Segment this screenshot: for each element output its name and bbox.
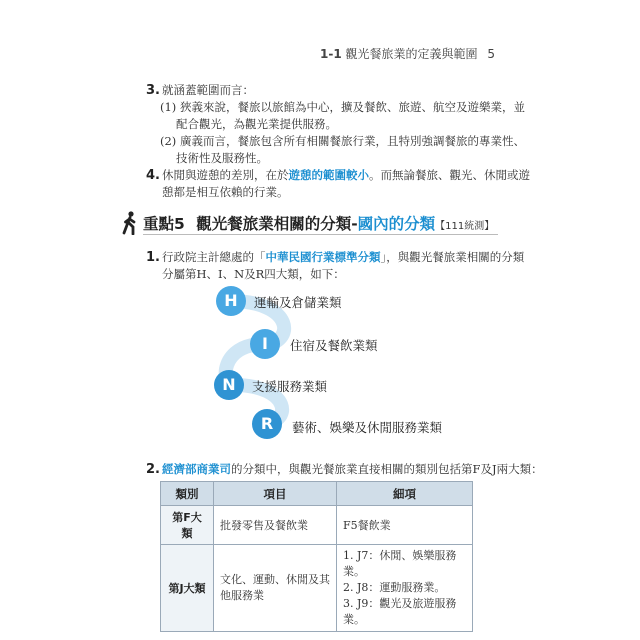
table-cell-item: 文化、運動、休閒及其他服務業 [214,545,337,632]
section-5-title-blue: 國內的分類 [357,215,436,233]
section-5-label: 重點5 [143,215,185,233]
table-cell-item: 批發零售及餐飲業 [214,506,337,545]
class-i-label: 住宿及餐飲業類 [290,338,378,353]
p2-number: 2. [146,462,160,477]
table-cell-category: 第J大類 [161,545,214,632]
table-cell-detail: F5餐飲業 [337,506,473,545]
class-n-label: 支援服務業類 [252,379,328,394]
table-header-row [161,482,473,506]
p1-number: 1. [146,250,160,265]
table-row [161,506,473,545]
p1-highlight: 中華民國行業標準分類 [265,250,381,264]
item-3-sub2-line2: 技術性及服務性。 [176,151,268,165]
p2-post: 的分類中，與觀光餐旅業直接相關的類別包括第F及J兩大類： [231,462,543,476]
running-header [0,45,495,62]
table-row [161,545,473,632]
class-r-label: 藝術、娛樂及休閒服務業類 [292,420,443,435]
class-h-circle: H [216,286,246,316]
table-header-item: 項目 [214,482,337,506]
class-i-circle: I [250,329,280,359]
item-3-sub1-line2: 配合觀光，為觀光業提供服務。 [176,117,337,131]
item-3-sub1-line1: (1) 狹義來說，餐旅以旅館為中心，擴及餐飲、旅遊、航空及遊樂業，並 [160,100,525,114]
detail-line: 1. J7：休閒、娛樂服務業。 [343,549,457,578]
page-number: 5 [487,47,495,61]
item-4-line2: 憩都是相互依賴的行業。 [162,185,289,199]
header-title: 觀光餐旅業的定義與範圍 [345,47,478,61]
item-4-pre: 休閒與遊憩的差別，在於 [162,168,289,182]
item-4-post: 。而無論餐旅、觀光、休閒或遊 [369,168,530,182]
p1-post: 」，與觀光餐旅業相關的分類 [380,250,525,264]
table-header-category: 類別 [161,482,214,506]
class-h-label: 運輸及倉儲業類 [254,295,342,310]
section-divider [143,234,498,235]
item-3-sub2-line1: (2) 廣義而言，餐旅包含所有相關餐旅行業，且特別強調餐旅的專業性、 [160,134,525,148]
section-5-title-main: 觀光餐旅業相關的分類- [196,215,358,233]
walking-person-icon [121,211,139,235]
table-cell-category: 第F大類 [161,506,214,545]
item-3-text: 就涵蓋範圍而言： [162,83,254,97]
section-number: 1-1 [320,47,342,61]
table-cell-detail [337,545,473,632]
section-5-tag: 【111統測】 [435,221,495,232]
detail-line: 3. J9：觀光及旅遊服務業。 [343,597,457,626]
p2-line1 [162,460,543,479]
item-4-number: 4. [146,168,160,183]
class-r-circle: R [252,409,282,439]
section-5-title [143,212,494,234]
item-4-highlight: 遊憩的範圍較小 [288,168,369,182]
item-3-number: 3. [146,83,160,98]
p2-highlight: 經濟部商業司 [162,462,231,476]
detail-line: 2. J8：運動服務業。 [343,581,446,594]
class-n-circle: N [214,370,244,400]
commerce-classification-table [160,481,473,632]
table-header-detail: 細項 [337,482,473,506]
p1-line2: 分屬第H、I、N及R四大類，如下： [162,267,345,281]
p1-pre: 行政院主計總處的「 [162,250,266,264]
